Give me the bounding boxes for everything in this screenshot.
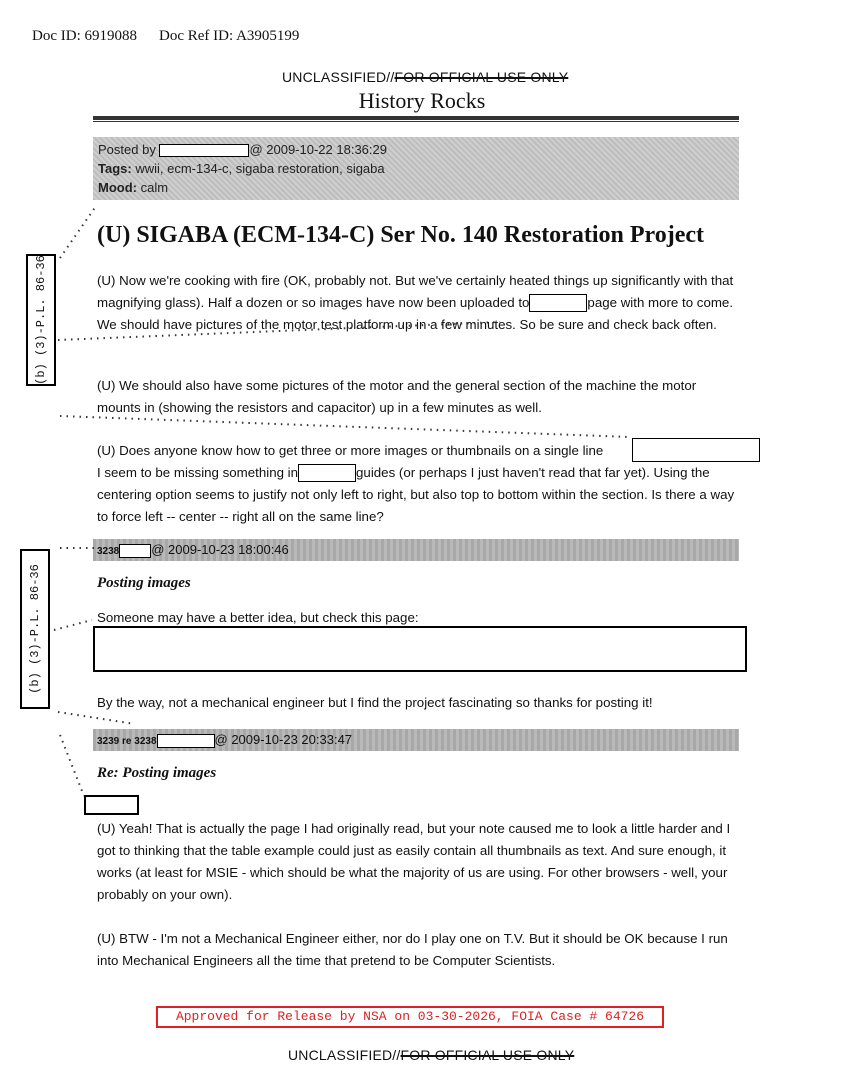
doc-id: Doc ID: 6919088 <box>32 28 137 44</box>
leader-line <box>58 712 135 724</box>
comment-text: (U) Yeah! That is actually the page I had originally read, but your note caused me to look a little harder and I got to thinking that the table example could just as easily contain all thumbnails as text. And sure enough, it works (at least for MSIE - which should be what the majority of us are using. For other browsers - well, your probably on your own). <box>97 821 731 902</box>
comment-text: By the way, not a mechanical engineer but I find the project fascinating so thanks for posting it! <box>97 695 653 710</box>
post-paragraph-1: (U) Now we're cooking with fire (OK, probably not. But we've certainly heated things up significantly with that magnifying glass). Half a dozen or so images have now been uploaded to page with more to come. We should have pictures of the motor test platform up in a few minutes. So be sure and check back often. <box>97 273 734 332</box>
exemption-label: (b) (3)-P.L. 86-36 <box>20 549 50 709</box>
post-paragraph-2: (U) We should also have some pictures of the motor and the general section of the machine the motor mounts in (showing the resistors and capacitor) up in a few minutes as well. <box>97 378 697 415</box>
comment-header-bar: 3238 @ 2009-10-23 18:00:46 <box>93 539 739 561</box>
leader-line <box>60 416 630 437</box>
comment-text: Someone may have a better idea, but check this page: <box>97 610 419 625</box>
classification-top: UNCLASSIFIED//FOR OFFICIAL USE ONLY <box>282 69 569 85</box>
post-meta: Posted by @ 2009-10-22 18:36:29 Tags: wwii, ecm-134-c, sigaba restoration, sigaba Mood: calm <box>93 137 739 200</box>
classification-bottom: UNCLASSIFIED//FOR OFFICIAL USE ONLY <box>288 1047 575 1063</box>
blog-title: History Rocks <box>358 88 486 113</box>
exemption-label: (b) (3)-P.L. 86-36 <box>26 254 56 386</box>
leader-line <box>54 620 92 630</box>
comment-header-bar: 3239 re 3238 @ 2009-10-23 20:33:47 <box>93 729 739 751</box>
comment-title: Posting images <box>97 575 191 591</box>
post-heading: (U) SIGABA (ECM-134-C) Ser No. 140 Restoration Project <box>97 222 705 248</box>
release-stamp: Approved for Release by NSA on 03-30-2026, FOIA Case # 64726 <box>156 1006 664 1028</box>
post-paragraph-3a: (U) Does anyone know how to get three or more images or thumbnails on a single line <box>97 443 604 458</box>
leader-line <box>60 735 84 796</box>
comment-title: Re: Posting images <box>97 765 217 781</box>
leader-line <box>58 322 500 340</box>
post-paragraph-3b: I seem to be missing something in guides (or perhaps I just haven't read that far yet). Using the centering option seems to justify not only left to right, but also top to bottom within the section. Is there a way to force left -- center -- right all on the same line? <box>97 465 735 524</box>
doc-ref-id: Doc Ref ID: A3905199 <box>159 28 300 44</box>
leader-line <box>60 206 96 258</box>
comment-text: (U) BTW - I'm not a Mechanical Engineer either, nor do I play one on T.V. But it should be OK because I run into Mechanical Engineers all the time that pretend to be Computer Scientists. <box>97 931 728 968</box>
